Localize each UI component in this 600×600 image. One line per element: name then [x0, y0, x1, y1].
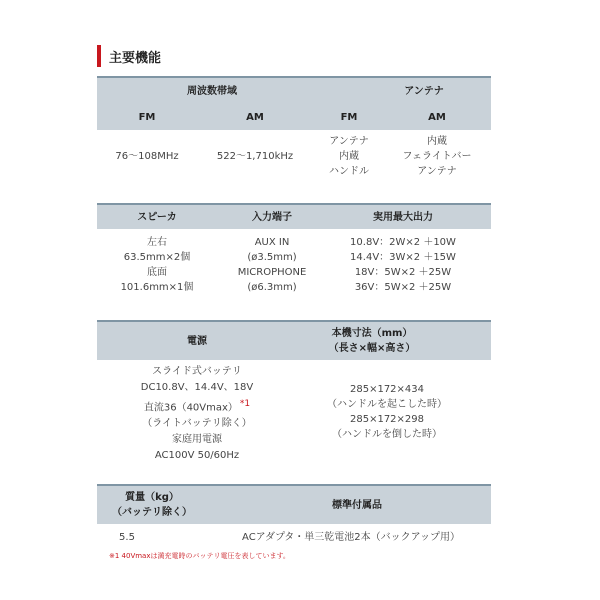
- subheader-am: AM: [246, 111, 264, 123]
- speaker-value: 左右 63.5mm×2個 底面 101.6mm×1個: [120, 237, 194, 293]
- weight-value: 5.5: [119, 531, 135, 543]
- header-accessories: 標準付属品: [332, 499, 382, 511]
- dimensions-value: 285×172×434 （ハンドルを起こした時） 285×172×298 （ハンドルを倒した時）: [327, 384, 447, 440]
- power-header-row: [97, 320, 491, 360]
- accessories-value: ACアダプタ・単三乾電池2本（バックアップ用）: [242, 531, 460, 543]
- header-dimensions: 本機寸法（mm） （長さ×幅×高さ）: [328, 328, 416, 354]
- max-output-value: 10.8V：2W×2 ＋10W 14.4V：3W×2 ＋15W 18V：5W×2 ＋25W 36V：5W×2 ＋25W: [350, 237, 456, 293]
- header-power: 電源: [187, 335, 207, 347]
- am-range-value: 522～1,710kHz: [216, 150, 294, 162]
- header-input-terminal: 入力端子: [252, 211, 292, 223]
- antenna-am-value: 内蔵 フェライトバー アンテナ: [402, 135, 472, 177]
- speaker-body: [97, 232, 491, 298]
- frequency-body: [97, 132, 491, 184]
- subheader-antenna-fm: FM: [340, 111, 358, 123]
- subheader-antenna-am: AM: [428, 111, 446, 123]
- power-body: [97, 364, 491, 464]
- header-speaker: スピーカ: [137, 211, 177, 223]
- footnote: ※1 40Vmaxは満充電時のバッテリ電圧を表しています。: [109, 552, 290, 560]
- header-frequency-band: 周波数帯域: [187, 85, 237, 97]
- input-terminal-value: AUX IN (ø3.5mm) MICROPHONE (ø6.3mm): [237, 237, 307, 293]
- weight-header-row: [97, 484, 491, 524]
- antenna-fm-value: アンテナ 内蔵 ハンドル: [329, 135, 369, 177]
- speaker-header-row: [97, 203, 491, 229]
- header-antenna: アンテナ: [404, 85, 444, 97]
- section-title: [97, 44, 161, 68]
- page-title: 主要機能: [109, 50, 162, 66]
- header-weight: 質量（kg） （バッテリ除く）: [112, 492, 192, 518]
- header-max-output: 実用最大出力: [373, 211, 433, 223]
- title-accent-bar: [97, 45, 101, 67]
- fm-range-value: 76～108MHz: [115, 150, 179, 162]
- frequency-header-row: [97, 76, 491, 130]
- footnote-marker: *1: [239, 398, 251, 409]
- subheader-fm: FM: [138, 111, 156, 123]
- weight-body: [97, 528, 491, 546]
- power-value: スライド式バッテリ DC10.8V、14.4V、18V 直流36（40Vmax） *1 （ライトバッテリ除く） 家庭用電源 AC100V 50/60Hz: [140, 365, 254, 462]
